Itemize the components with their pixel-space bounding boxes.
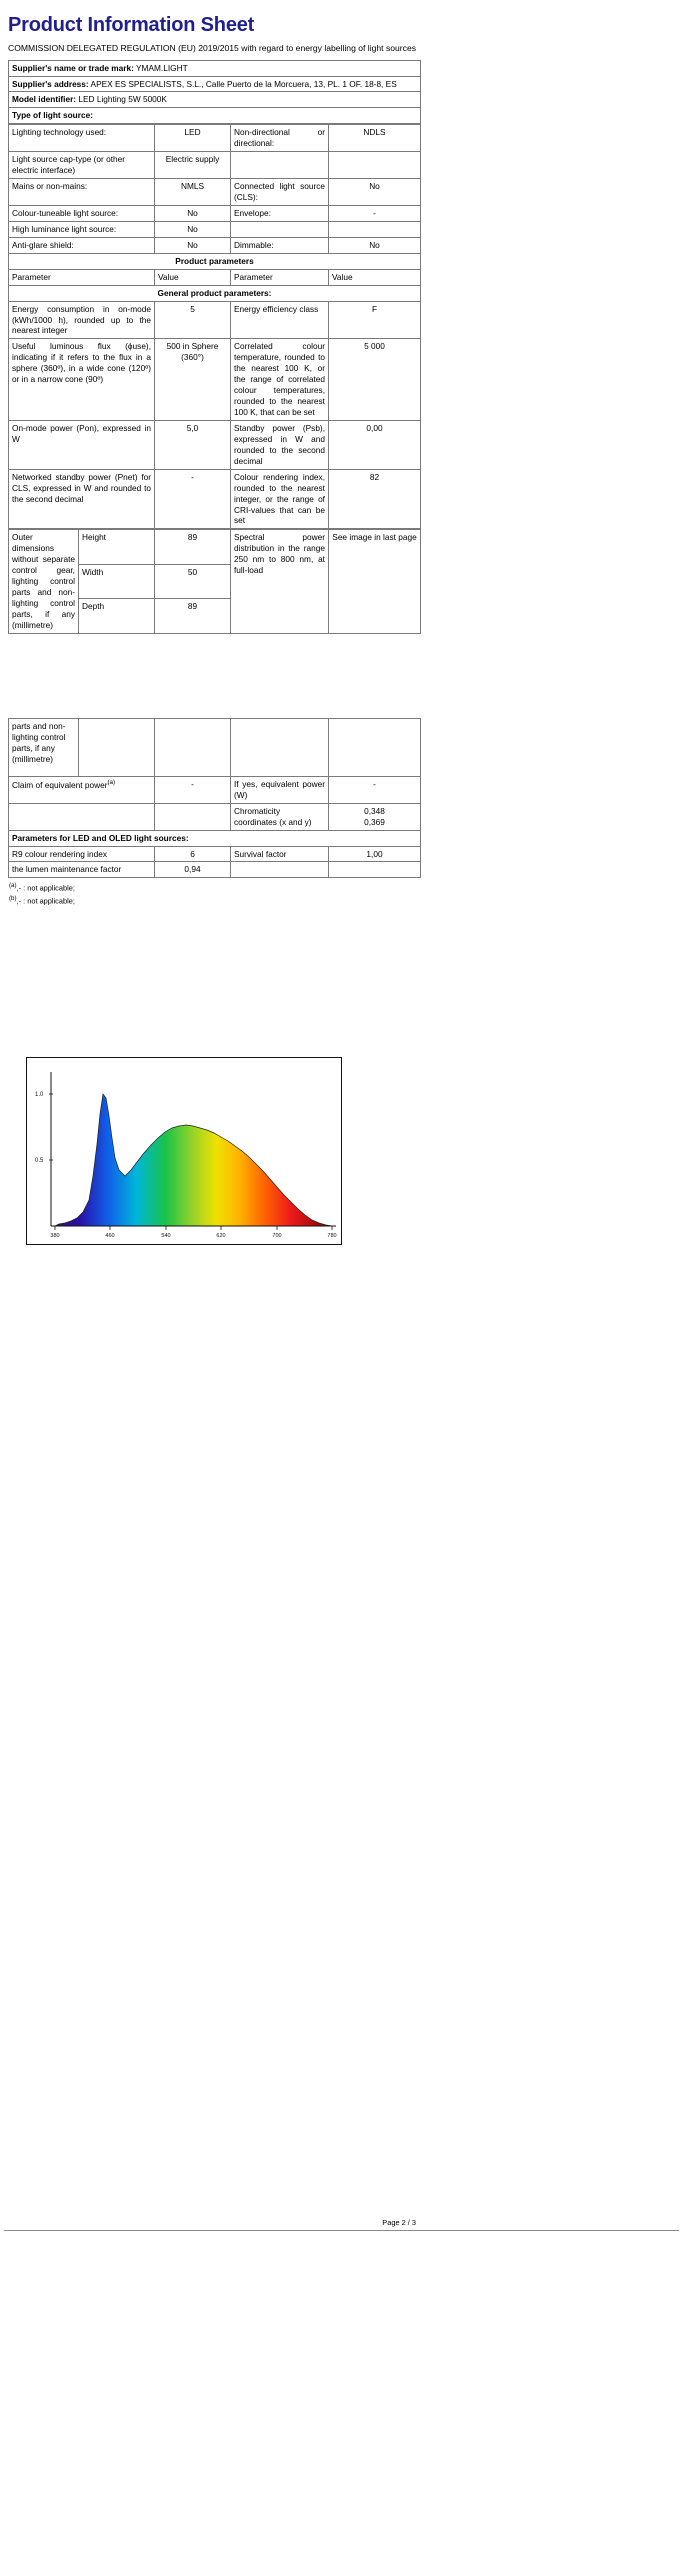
energy-consumption-value: 5 — [155, 301, 231, 339]
luminous-flux-value: 500 in Sphere (360°) — [155, 339, 231, 421]
on-mode-power-value: 5,0 — [155, 420, 231, 469]
table-row — [9, 221, 421, 237]
dimension-value-depth: 89 — [155, 599, 231, 634]
supplier-address-cell — [9, 76, 421, 92]
if-yes-equivalent-power-value: - — [329, 776, 421, 803]
x-tick-label-620: 620 — [216, 1232, 226, 1239]
product-parameters-banner: Product parameters — [9, 253, 421, 269]
networked-standby-power-value: - — [155, 469, 231, 529]
table-row — [9, 718, 421, 776]
dimension-continued-empty-2 — [155, 718, 231, 776]
product-parameters-banner-row — [9, 253, 421, 269]
y-tick-label-05: 0.5 — [35, 1157, 44, 1164]
connected-light-source-value: No — [329, 179, 421, 206]
led-parameters-banner-row — [9, 830, 421, 846]
colour-rendering-index-label: Colour rendering index, rounded to the nearest integer, or the range of CRI-values that can be set — [231, 469, 329, 529]
y-tick-label-1: 1.0 — [35, 1091, 44, 1098]
table-row — [9, 420, 421, 469]
lumen-maintenance-empty-value — [329, 862, 421, 878]
footnotes-block — [9, 881, 416, 906]
table-row — [9, 776, 421, 803]
continued-parameters-table — [8, 718, 421, 879]
supplier-name-row — [9, 60, 421, 76]
model-identifier-cell — [9, 92, 421, 108]
supplier-name-cell — [9, 60, 421, 76]
high-luminance-label: High luminance light source: — [9, 221, 155, 237]
energy-consumption-label: Energy consumption in on-mode (kWh/1000 h), rounded up to the nearest integer — [9, 301, 155, 339]
footnote-a-marker: (a) — [9, 882, 17, 890]
lumen-maintenance-factor-label: the lumen maintenance factor — [9, 862, 155, 878]
chromaticity-coordinates-value — [329, 803, 421, 830]
spectral-power-distribution-value: See image in last page — [329, 530, 421, 633]
dimension-name-height: Height — [79, 530, 155, 564]
networked-standby-power-label: Networked standby power (Pnet) for CLS, expressed in W and rounded to the second decimal — [9, 469, 155, 529]
table-row — [9, 846, 421, 862]
footnote-a — [9, 881, 416, 894]
table-row — [9, 179, 421, 206]
x-tick-label-700: 700 — [272, 1232, 282, 1239]
chromaticity-empty-value — [155, 803, 231, 830]
general-parameters-banner: General product parameters: — [9, 285, 421, 301]
table-row — [9, 862, 421, 878]
table-row — [9, 803, 421, 830]
directionality-value: NDLS — [329, 125, 421, 152]
table-row — [9, 530, 421, 564]
chromaticity-empty-label — [9, 803, 155, 830]
light-source-table — [8, 124, 421, 529]
table-row — [9, 205, 421, 221]
cap-type-label: Light source cap-type (or other electric interface) — [9, 152, 155, 179]
supplier-address-row — [9, 76, 421, 92]
dimension-continued-empty-1 — [79, 718, 155, 776]
envelope-value: - — [329, 205, 421, 221]
spectral-power-distribution-label: Spectral power distribution in the range 250 nm to 800 nm, at full-load — [231, 530, 329, 633]
equivalent-power-claim-text: Claim of equivalent power — [12, 779, 108, 790]
supplier-address-value: APEX ES SPECIALISTS, S.L., Calle Puerto de la Morcuera, 13, PL. 1 OF. 18-8, ES — [90, 78, 397, 89]
dimension-value-height: 89 — [155, 530, 231, 564]
connected-light-source-label: Connected light source (CLS): — [231, 179, 329, 206]
table-row — [9, 301, 421, 339]
supplier-table — [8, 60, 421, 125]
energy-efficiency-class-value: F — [329, 301, 421, 339]
column-headers-row — [9, 269, 421, 285]
page-footer — [0, 2218, 683, 2231]
outer-dimensions-label: Outer dimensions without separate control gear, lighting control parts and non-lighting control parts, if any (millimetre) — [9, 530, 79, 633]
chromaticity-coordinates-label: Chromaticity coordinates (x and y) — [231, 803, 329, 830]
equivalent-power-claim-value: - — [155, 776, 231, 803]
cap-type-value: Electric supply — [155, 152, 231, 179]
supplier-name-label: Supplier's name or trade mark: — [12, 62, 134, 73]
r9-colour-rendering-value: 6 — [155, 846, 231, 862]
footnote-marker-a: (a) — [107, 778, 116, 786]
dimension-name-width: Width — [79, 564, 155, 598]
spectral-power-distribution-chart — [26, 1057, 342, 1245]
standby-power-value: 0,00 — [329, 420, 421, 469]
x-tick-label-540: 540 — [161, 1232, 171, 1239]
type-of-light-source-header: Type of light source: — [9, 108, 421, 124]
mains-value: NMLS — [155, 179, 231, 206]
lighting-technology-value: LED — [155, 125, 231, 152]
general-parameters-banner-row — [9, 285, 421, 301]
footnote-b-text: ,- : not applicable; — [16, 896, 75, 906]
directionality-label: Non-directional or directional: — [231, 125, 329, 152]
colour-rendering-index-value: 82 — [329, 469, 421, 529]
spd-chart-svg — [27, 1058, 341, 1244]
x-tick-label-380: 380 — [50, 1232, 60, 1239]
anti-glare-value: No — [155, 237, 231, 253]
equivalent-power-claim-label — [9, 776, 155, 803]
supplier-name-value: YMAM.LIGHT — [136, 62, 188, 73]
table-row — [9, 339, 421, 421]
energy-efficiency-class-label: Energy efficiency class — [231, 301, 329, 339]
footnote-a-text: ,- : not applicable; — [16, 883, 75, 893]
model-identifier-label: Model identifier: — [12, 94, 77, 105]
chromaticity-y-value: 0,369 — [364, 816, 385, 827]
dimension-value-width: 50 — [155, 564, 231, 598]
dimmable-label: Dimmable: — [231, 237, 329, 253]
outer-dimensions-continued-label: parts and non-lighting control parts, if any (millimetre) — [9, 718, 79, 776]
dimension-continued-empty-4 — [329, 718, 421, 776]
high-luminance-value: No — [155, 221, 231, 237]
cap-type-empty-value — [329, 152, 421, 179]
table-row — [9, 237, 421, 253]
col-header-value-1: Value — [155, 269, 231, 285]
led-parameters-banner: Parameters for LED and OLED light sources: — [9, 830, 421, 846]
dimmable-value: No — [329, 237, 421, 253]
model-identifier-row — [9, 92, 421, 108]
regulation-reference: COMMISSION DELEGATED REGULATION (EU) 2019/2015 with regard to energy labelling of light sources — [8, 43, 417, 53]
model-identifier-value: LED Lighting 5W 5000K — [78, 94, 167, 105]
dimensions-table — [8, 529, 421, 633]
page-break-gap — [4, 634, 416, 718]
if-yes-equivalent-power-label: If yes, equivalent power (W) — [231, 776, 329, 803]
correlated-colour-temperature-label: Correlated colour temperature, rounded to the nearest 100 K, or the range of correlated colour temperatures, rounded to the nearest 100 K, that can be set — [231, 339, 329, 421]
lumen-maintenance-empty-label — [231, 862, 329, 878]
lumen-maintenance-factor-value: 0,94 — [155, 862, 231, 878]
luminous-flux-label: Useful luminous flux (ϕuse), indicating if it refers to the flux in a sphere (360º), in a wide cone (120º) or in a narrow cone (90º) — [9, 339, 155, 421]
footer-divider — [4, 2230, 679, 2231]
chromaticity-x-value: 0,348 — [364, 805, 385, 816]
colour-tuneable-label: Colour-tuneable light source: — [9, 205, 155, 221]
standby-power-label: Standby power (Psb), expressed in W and rounded to the second decimal — [231, 420, 329, 469]
col-header-parameter-1: Parameter — [9, 269, 155, 285]
anti-glare-label: Anti-glare shield: — [9, 237, 155, 253]
colour-tuneable-value: No — [155, 205, 231, 221]
table-row — [9, 152, 421, 179]
lighting-technology-label: Lighting technology used: — [9, 125, 155, 152]
x-tick-label-780: 780 — [327, 1232, 337, 1239]
cap-type-empty-label — [231, 152, 329, 179]
footnote-b-marker: (b) — [9, 894, 17, 902]
table-row — [9, 125, 421, 152]
supplier-address-label: Supplier's address: — [12, 78, 89, 89]
mains-label: Mains or non-mains: — [9, 179, 155, 206]
dimension-name-depth: Depth — [79, 599, 155, 634]
high-luminance-empty-value — [329, 221, 421, 237]
document-body — [0, 0, 420, 1245]
table-row — [9, 469, 421, 529]
dimension-continued-empty-3 — [231, 718, 329, 776]
survival-factor-value: 1,00 — [329, 846, 421, 862]
page-title: Product Information Sheet — [8, 14, 255, 36]
col-header-value-2: Value — [329, 269, 421, 285]
survival-factor-label: Survival factor — [231, 846, 329, 862]
high-luminance-empty-label — [231, 221, 329, 237]
on-mode-power-label: On-mode power (Pon), expressed in W — [9, 420, 155, 469]
envelope-label: Envelope: — [231, 205, 329, 221]
x-tick-label-460: 460 — [105, 1232, 115, 1239]
footnote-b — [9, 894, 416, 907]
r9-colour-rendering-label: R9 colour rendering index — [9, 846, 155, 862]
correlated-colour-temperature-value: 5 000 — [329, 339, 421, 421]
col-header-parameter-2: Parameter — [231, 269, 329, 285]
type-of-light-source-row — [9, 108, 421, 124]
page-number: Page 2 / 3 — [382, 2218, 416, 2227]
